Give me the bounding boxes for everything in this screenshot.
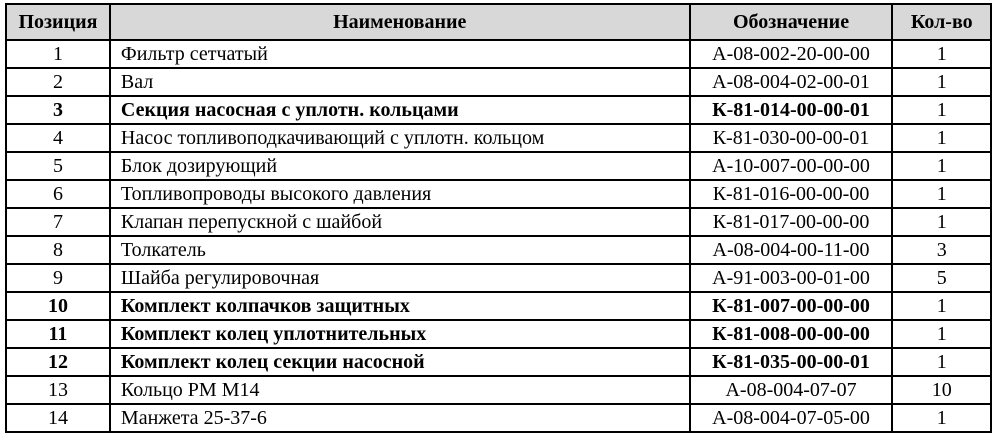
- cell-position: 4: [6, 124, 110, 152]
- cell-name: Комплект колец уплотнительных: [110, 320, 690, 348]
- table-row: [6, 236, 991, 264]
- cell-designation: К-81-016-00-00-00: [690, 180, 893, 208]
- table-row: [6, 208, 991, 236]
- table-row: [6, 404, 991, 432]
- cell-quantity: 3: [892, 236, 991, 264]
- table-row: [6, 292, 991, 320]
- cell-designation: А-91-003-00-01-00: [690, 264, 893, 292]
- header-row: [6, 4, 991, 40]
- cell-name: Комплект колпачков защитных: [110, 292, 690, 320]
- table-row: [6, 68, 991, 96]
- cell-position: 3: [6, 96, 110, 124]
- cell-name: Блок дозирующий: [110, 152, 690, 180]
- cell-position: 2: [6, 68, 110, 96]
- parts-table: [5, 3, 992, 433]
- cell-quantity: 1: [892, 40, 991, 68]
- cell-position: 9: [6, 264, 110, 292]
- cell-quantity: 1: [892, 320, 991, 348]
- cell-name: Комплект колец секции насосной: [110, 348, 690, 376]
- table-row: [6, 180, 991, 208]
- cell-name: Вал: [110, 68, 690, 96]
- table-row: [6, 320, 991, 348]
- column-header-quantity: Кол-во: [892, 4, 991, 40]
- cell-position: 11: [6, 320, 110, 348]
- cell-quantity: 1: [892, 124, 991, 152]
- cell-position: 13: [6, 376, 110, 404]
- cell-designation: А-10-007-00-00-00: [690, 152, 893, 180]
- cell-quantity: 1: [892, 68, 991, 96]
- cell-designation: К-81-014-00-00-01: [690, 96, 893, 124]
- cell-designation: А-08-004-07-07: [690, 376, 893, 404]
- table-row: [6, 348, 991, 376]
- cell-quantity: 1: [892, 152, 991, 180]
- table-row: [6, 376, 991, 404]
- cell-position: 14: [6, 404, 110, 432]
- cell-designation: А-08-004-07-05-00: [690, 404, 893, 432]
- column-header-position: Позиция: [6, 4, 110, 40]
- cell-designation: К-81-007-00-00-00: [690, 292, 893, 320]
- cell-position: 6: [6, 180, 110, 208]
- cell-quantity: 10: [892, 376, 991, 404]
- cell-quantity: 1: [892, 208, 991, 236]
- table-row: [6, 264, 991, 292]
- cell-quantity: 1: [892, 180, 991, 208]
- cell-position: 1: [6, 40, 110, 68]
- column-header-name: Наименование: [110, 4, 690, 40]
- cell-designation: К-81-035-00-00-01: [690, 348, 893, 376]
- cell-quantity: 1: [892, 348, 991, 376]
- table-row: [6, 152, 991, 180]
- cell-designation: А-08-004-02-00-01: [690, 68, 893, 96]
- table-row: [6, 96, 991, 124]
- cell-designation: К-81-008-00-00-00: [690, 320, 893, 348]
- cell-quantity: 1: [892, 292, 991, 320]
- cell-name: Манжета 25-37-6: [110, 404, 690, 432]
- cell-name: Топливопроводы высокого давления: [110, 180, 690, 208]
- cell-position: 7: [6, 208, 110, 236]
- cell-position: 5: [6, 152, 110, 180]
- table-row: [6, 124, 991, 152]
- cell-position: 12: [6, 348, 110, 376]
- table-header: [6, 4, 991, 40]
- cell-quantity: 1: [892, 96, 991, 124]
- cell-name: Клапан перепускной с шайбой: [110, 208, 690, 236]
- cell-position: 10: [6, 292, 110, 320]
- cell-designation: А-08-002-20-00-00: [690, 40, 893, 68]
- table-body: [6, 40, 991, 432]
- cell-name: Толкатель: [110, 236, 690, 264]
- column-header-designation: Обозначение: [690, 4, 893, 40]
- cell-designation: К-81-017-00-00-00: [690, 208, 893, 236]
- cell-designation: К-81-030-00-00-01: [690, 124, 893, 152]
- cell-name: Фильтр сетчатый: [110, 40, 690, 68]
- cell-quantity: 1: [892, 404, 991, 432]
- cell-quantity: 5: [892, 264, 991, 292]
- cell-name: Шайба регулировочная: [110, 264, 690, 292]
- cell-position: 8: [6, 236, 110, 264]
- cell-name: Насос топливоподкачивающий с уплотн. кольцом: [110, 124, 690, 152]
- cell-name: Секция насосная с уплотн. кольцами: [110, 96, 690, 124]
- cell-designation: А-08-004-00-11-00: [690, 236, 893, 264]
- table-row: [6, 40, 991, 68]
- cell-name: Кольцо РМ М14: [110, 376, 690, 404]
